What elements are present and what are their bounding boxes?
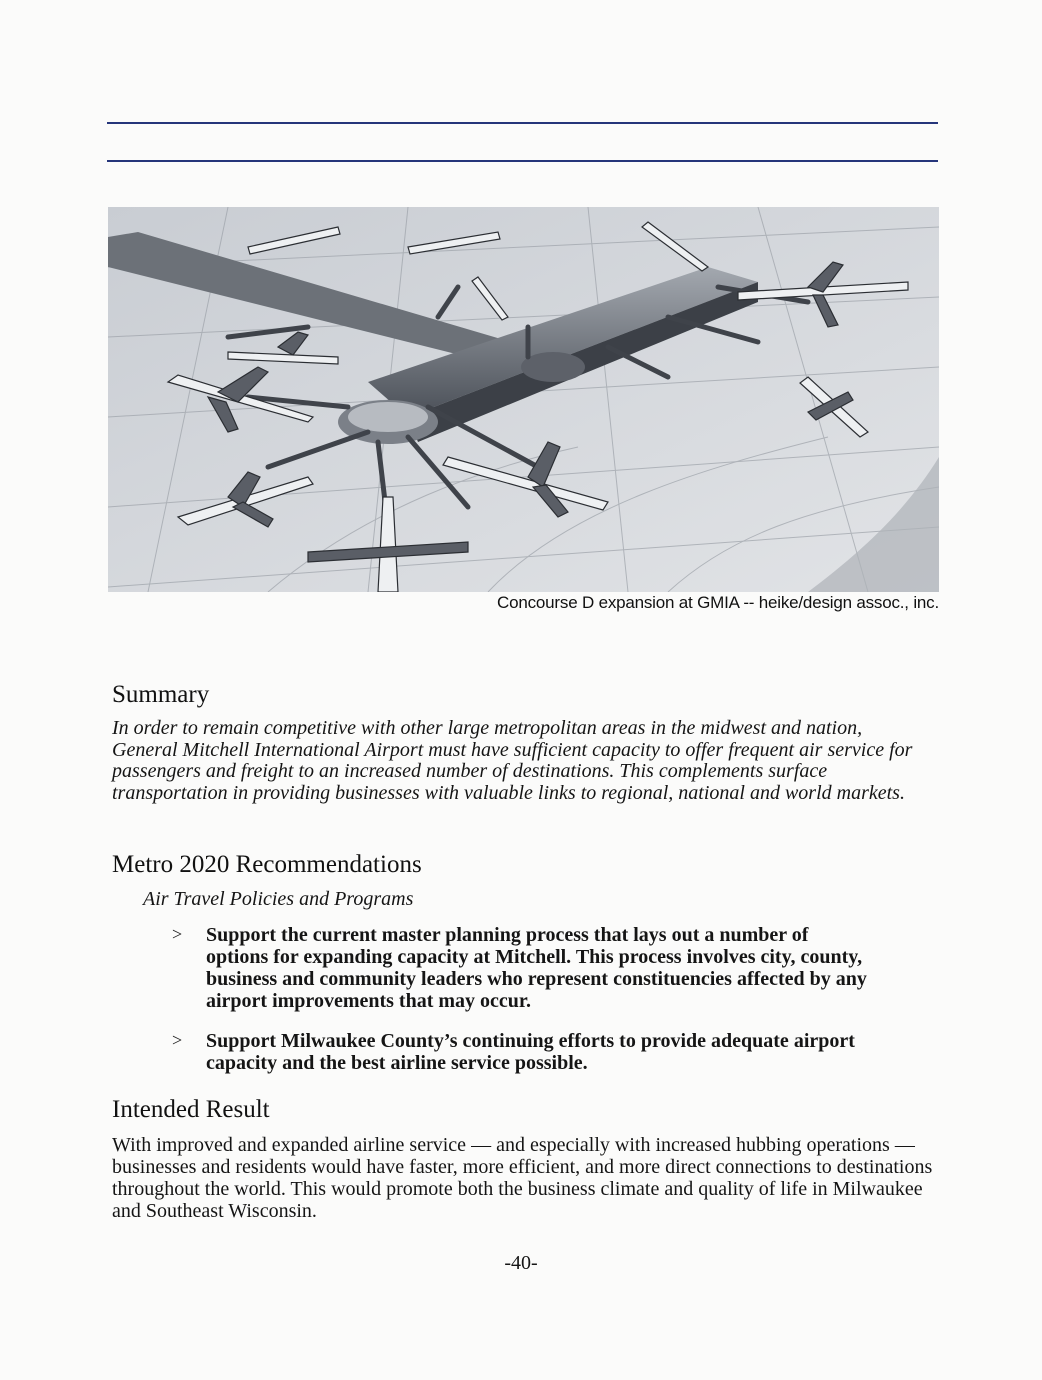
bullet-text: Support the current master planning process that lays out a number of options for expanding capacity at Mitchell. This process involves city, county, business and community leaders who represent constituencies affected by any airport improvements that may occur. bbox=[206, 924, 867, 1012]
figure-caption: Concourse D expansion at GMIA -- heike/design assoc., inc. bbox=[497, 593, 939, 612]
header-rule-top bbox=[107, 122, 938, 124]
airport-illustration bbox=[108, 207, 939, 592]
recommendations-subheading: Air Travel Policies and Programs bbox=[143, 888, 414, 910]
list-item bbox=[172, 1030, 872, 1074]
page-number: -40- bbox=[504, 1252, 538, 1274]
list-item bbox=[172, 924, 872, 1012]
bullet-marker: > bbox=[172, 924, 183, 944]
header-rule-bottom bbox=[107, 160, 938, 162]
intended-result-heading: Intended Result bbox=[112, 1096, 270, 1123]
intended-result-paragraph: With improved and expanded airline service — and especially with increased hubbing operations — businesses and residents would have faster, more efficient, and more direct connections to destinations throughout the world. This would promote both the business climate and quality of life in Milwaukee and Southeast Wisconsin. bbox=[112, 1134, 933, 1222]
bullet-text: Support Milwaukee County’s continuing efforts to provide adequate airport capacity and the best airline service possible. bbox=[206, 1030, 855, 1074]
recommendations-heading: Metro 2020 Recommendations bbox=[112, 851, 422, 878]
concourse-rendering-image bbox=[108, 207, 939, 592]
summary-paragraph: In order to remain competitive with other large metropolitan areas in the midwest and nation, General Mitchell International Airport must have sufficient capacity to offer frequent air service for passengers and freight to an increased number of destinations. This complements surface transportation in providing businesses with valuable links to regional, national and world markets. bbox=[112, 717, 913, 804]
summary-heading: Summary bbox=[112, 681, 210, 708]
bullet-marker: > bbox=[172, 1030, 183, 1050]
